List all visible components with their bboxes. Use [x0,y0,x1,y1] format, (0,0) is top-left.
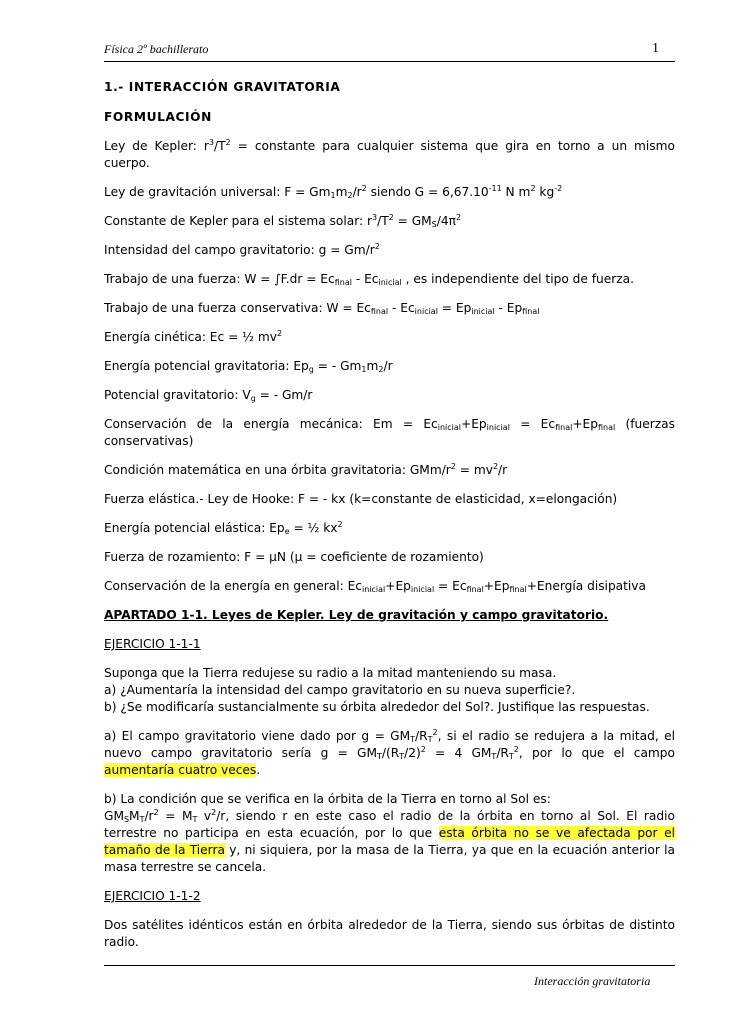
exercise-1-answer-b: b) La condición que se verifica en la órbita de la Tierra en torno al Sol es: $GM_SM_T/r^2 = M_T$ $v^2/r$, siendo r en este caso el radio de la órbita en torno al Sol. El radio terrestre no participa en esta ecuación, por lo que esta órbita no se ve afectada por el tamaño de la Tierra y, ni siquiera, por la masa de la Tierra, ya que en la ecuación anterior la masa terrestre se cancela. [104,792,675,874]
highlight-answer-b-2: tamaño de la Tierra [104,843,225,857]
formula-conservative-work: Trabajo de una fuerza conservativa: $W = Ec_{final} - Ec_{inicial} = Ep_{inicial} - Ep_{final}$ [104,301,540,316]
document-body [104,79,675,951]
section-heading: APARTADO 1-1. Leyes de Kepler. Ley de gravitación y campo gravitatorio. [104,608,609,622]
formula-friction: Fuerza de rozamiento: F = μN (μ = coeficiente de rozamiento) [104,550,484,564]
formula-kepler-constant: Constante de Kepler para el sistema solar: $r^3/T^2 = GM_S/4\pi^2$ [104,213,462,229]
header-rule [104,61,675,62]
formula-kepler: Ley de Kepler: $r^3/T^2$ = constante para cualquier sistema que gira en torno a un mismo cuerpo. [104,138,675,170]
exercise-1-statement: Suponga que la Tierra redujese su radio a la mitad manteniendo su masa. a) ¿Aumentaría la intensidad del campo gravitatorio en su nueva superficie?. b) ¿Se modificaría sustancialmente su órbita alrededor del Sol?. Justifique las respuestas. [104,666,650,714]
exercise-1-title: EJERCICIO 1-1-1 [104,637,201,651]
highlight-answer-a: aumentaría cuatro veces [104,763,257,777]
formula-hooke: Fuerza elástica.- Ley de Hooke: F = - kx (k=constante de elasticidad, x=elongación) [104,492,618,506]
formula-general-conservation: Conservación de la energía en general: $Ec_{inicial}+Ep_{inicial}$ = $Ec_{final}+Ep_{final}+Energía$ disipativa [104,579,646,594]
formula-field: Intensidad del campo gravitatorio: $g = Gm/r^2$ [104,242,380,257]
formula-orbit: Condición matemática en una órbita gravitatoria: GMm/$r^2 = mv^2/r$ [104,462,508,477]
formula-potential: Potencial gravitatorio: $V_g$ = - Gm/r [104,388,313,403]
page-number: 1 [652,41,659,56]
footer-chapter: Interacción gravitatoria [534,974,651,988]
exercise-2-statement: Dos satélites idénticos están en órbita alrededor de la Tierra, siendo sus órbitas de distinto radio. [104,918,675,949]
formula-potential-energy: Energía potencial gravitatoria: $Ep_g$ = - $Gm_1m_2/r$ [104,359,393,374]
formula-elastic-energy: Energía potencial elástica: $Ep_e$ = ½ $kx^2$ [104,520,343,536]
exercise-1-answer-a: a) El campo gravitatorio viene dado por $g = GM_T/R_T^2$, si el radio se redujera a la mitad, el nuevo campo gravitatorio sería $g = GM_T/(R_T/2)^2 = 4$ $GM_T/R_T^2$, por lo que el campo aumentaría cuatro veces. [104,728,675,777]
highlight-answer-b-1: esta órbita no se ve afectada por el [438,826,675,840]
header-course: Física 2º bachillerato [104,42,209,56]
formula-kinetic: Energía cinética: Ec = ½ $mv^2$ [104,329,283,344]
chapter-title: 1.- INTERACCIÓN GRAVITATORIA [104,80,341,94]
formula-work: Trabajo de una fuerza: $W = \int F.dr = Ec_{final} - Ec_{inicial}$ , es independiente del tipo de fuerza. [104,272,635,287]
footer-rule [104,965,675,966]
formulation-heading: FORMULACIÓN [104,110,212,124]
exercise-2-title: EJERCICIO 1-1-2 [104,889,201,903]
formula-mechanical-conservation: Conservación de la energía mecánica: $Em = Ec_{inicial}+Ep_{inicial} = Ec_{final}+Ep_{final}$ (fuerzas conservativas) [104,417,675,448]
formula-gravitation: Ley de gravitación universal: $F = Gm_1m_2/r^2$ siendo $G = 6,67.10^{-11}$ N $m^2$ $kg^{-2}$ [104,184,563,200]
